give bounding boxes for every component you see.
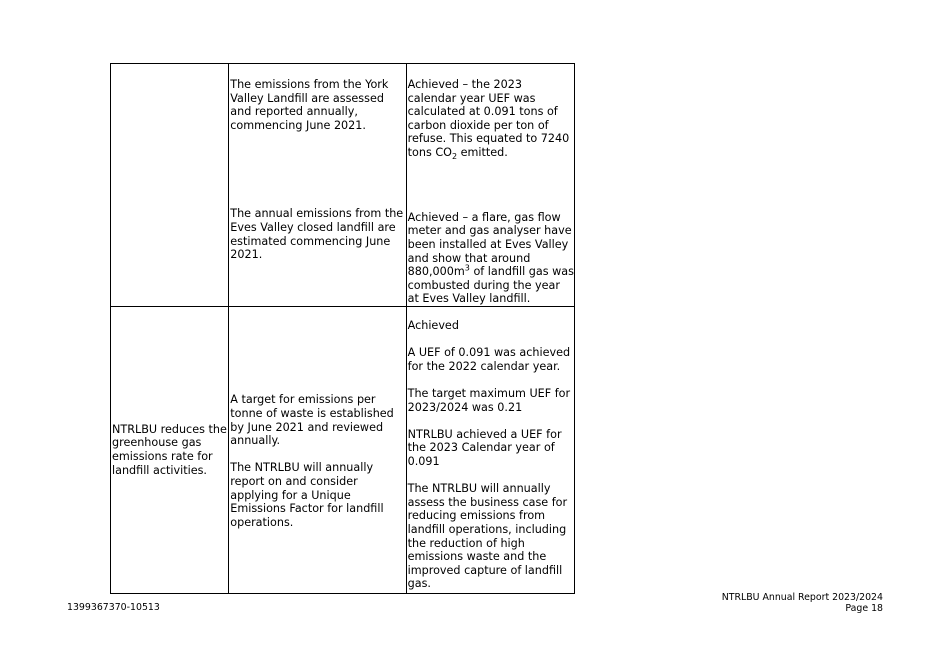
result-status: Achieved [407, 319, 459, 333]
co2-subscript: 2 [451, 152, 458, 162]
table-row [111, 64, 575, 307]
page-number: Page 18 [845, 603, 883, 614]
report-title: NTRLBU Annual Report 2023/2024 [721, 592, 883, 603]
outcome-cell [111, 306, 229, 593]
outcome-text: NTRLBU reduces the greenhouse gas emissions rate for landfill activities. [112, 422, 227, 477]
cubic-superscript: 3 [464, 263, 470, 273]
result-text-business-case: The NTRLBU will annually assess the business case for reducing emissions from landfill operations, including the reduction of high emissions waste and the improved capture of landfill gas. [407, 482, 568, 591]
result-text-york-valley: Achieved – the 2023 calendar year UEF was calculated at 0.091 tons of carbon dioxide per ton of refuse. This equated to 7240 tons $CO_2$ emitted. [407, 78, 570, 162]
outcome-cell [111, 64, 229, 307]
result-cell [406, 306, 574, 593]
target-cell [229, 306, 406, 593]
target-text-york-valley: The emissions from the York Valley Landfill are assessed and reported annually, commencing June 2021. [230, 78, 389, 132]
target-cell [229, 64, 406, 307]
table-row [111, 306, 575, 593]
result-text-eves-valley: Achieved – a flare, gas flow meter and gas analyser have been installed at Eves Valley and show that around $880,000m^3$ of landfill gas was combusted during the year at Eves Valley landfill. [407, 210, 574, 306]
page-footer [722, 592, 883, 614]
document-id: 1399367370-10513 [67, 602, 160, 613]
result-text-2022-uef: A UEF of 0.091 was achieved for the 2022 calendar year. [407, 346, 571, 373]
target-text-emissions-per-tonne: A target for emissions per tonne of waste is established by June 2021 and reviewed annually. [230, 393, 394, 448]
target-text-eves-valley: The annual emissions from the Eves Valley closed landfill are estimated commencing June 2021. [230, 207, 404, 262]
result-text-target-uef: The target maximum UEF for 2023/2024 was 0.21 [407, 386, 571, 414]
performance-table [110, 63, 575, 594]
result-cell [406, 64, 574, 307]
target-text-unique-emissions-factor: The NTRLBU will annually report on and consider applying for a Unique Emissions Factor for landfill operations. [230, 461, 384, 529]
result-text-2023-uef: NTRLBU achieved a UEF for the 2023 Calendar year of 0.091 [407, 427, 562, 468]
